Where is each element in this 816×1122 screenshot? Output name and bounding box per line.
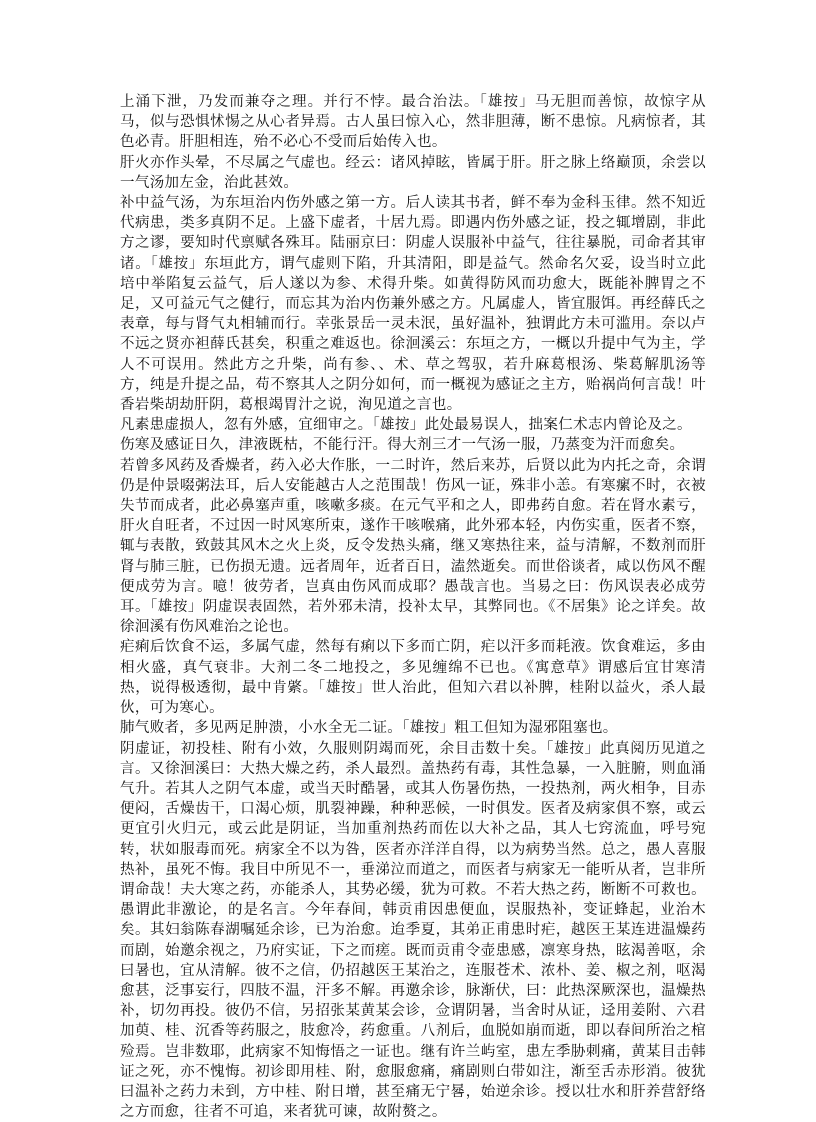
paragraph-deficiency-external-contraction: 凡素患虚损人，忽有外感，宜细审之。「雄按」此处最易误人，拙案仁术志内曾论及之。	[120, 415, 706, 435]
paragraph-buzhong-yiqi-decoction: 补中益气汤，为东垣治内伤外感之第一方。后人读其书者，鲜不奉为金科玉律。然不知近代病患，类多真阴不足。上盛下虚者，十居九焉。即遇内伤外感之证，投之辄增剧，非此方之谬，要知时代禀赋各殊耳。陆丽京曰：阴虚人误服补中益气，往往暴脱，司命者其审诸。「雄按」东垣此方，谓气虚则下陷，升其清阳，即是益气。然命名欠妥，设当时立此培中举陷复云益气，后人遂以为参、术得升柴。如黄得防风而功愈大，既能补脾胃之不足，又可益元气之健行，而忘其为治内伤兼外感之方。凡属虚人，皆宜服饵。再经薛氏之表章，每与肾气丸相辅而行。幸张景岳一灵未泯，虽好温补，独谓此方未可滥用。奈以卢不远之贤亦袒薛氏甚矣，积重之难返也。徐洄溪云：东垣之方，一概以升提中气为主，学人不可误用。然此方之升柴，尚有参、、术、草之驾驭，若升麻葛根汤、柴葛解肌汤等方，纯是升提之品，苟不察其人之阴分如何，而一概视为感证之主方，贻祸尚何言哉！叶香岩柴胡劫肝阴，葛根竭胃汁之说，洵见道之言也。	[120, 193, 706, 415]
paragraph-continuation-gallbladder-fright: 上涌下泄，乃发而兼夺之理。并行不悖。最合治法。「雄按」马无胆而善惊，故惊字从马，似与恐惧怵惕之从心者异焉。古人虽曰惊入心，然非胆薄，断不患惊。凡病惊者，其色必青。肝胆相连，殆不必心不受而后始传入也。	[120, 92, 706, 153]
paragraph-liver-fire-dizziness: 肝火亦作头晕，不尽属之气虚也。经云：诸风掉眩，皆属于肝。肝之脉上络巅顶，余尝以一气汤加左金，治此甚效。	[120, 153, 706, 193]
paragraph-lung-qi-failure: 肺气败者，多见两足肿溃，小水全无二证。「雄按」粗工但知为湿邪阻塞也。	[120, 718, 706, 738]
paragraph-cold-damage-sweating: 伤寒及感证日久，津液既枯，不能行汗。得大剂三才一气汤一服，乃蒸变为汗而愈矣。	[120, 435, 706, 455]
paragraph-yin-deficiency-hot-drugs: 阴虚证，初投桂、附有小效，久服则阴竭而死，余目击数十矣。「雄按」此真阅历见道之言。又徐洄溪曰：大热大燥之药，杀人最烈。盖热药有毒，其性急暴，一入脏腑，则血涌气升。若其人之阴气本虚，或当天时酷暑，或其人伤暑伤热，一投热剂，两火相争，目赤便闷，舌燥齿干，口渴心烦，肌裂神躁，种种恶候，一时俱发。医者及病家俱不察，或云更宜引火归元，或云此是阴证，当加重剂热药而佐以大补之品，其人七窍流血，呼号宛转，状如服毒而死。病家全不以为咎，医者亦洋洋自得，以为病势当然。总之，愚人喜服热补，虽死不悔。我目中所见不一，垂涕泣而道之，而医者与病家无一能听从者，岂非所谓命哉！夫大寒之药，亦能杀人，其势必缓，犹为可救。不若大热之药，断断不可救也。愚谓此非激论，的是名言。今年春间，韩贡甫因患便血，误服热补，变证蜂起，业治木矣。其妇翁陈春湖嘱延余诊，已为治愈。迨季夏，其弟正甫患时疟，越医王某连进温燥药而剧，始邀余视之，乃府实证，下之而瘥。既而贡甫令壶患感，凛寒身热，眩渴善呕，余曰暑也，宜从清解。彼不之信，仍招越医王某治之，连服苍术、浓朴、姜、椒之剂，呕渴愈甚，泛事妄行，四肢不温，汗多不解。再邀余诊，脉渐伏，曰：此热深厥深也，温燥热补，切勿再投。彼仍不信，另招张某黄某会诊，佥谓阴暑，当舍时从证，迳用姜附、六君加萸、桂、沉香等药服之，肢愈冷，药愈重。八剂后，血脱如崩而逝，即以春间所治之棺殓焉。岂非数耶，此病家不知悔悟之一证也。继有许兰屿室，患左季胁刺痛，黄某目击韩证之死，亦不愧悔。初诊即用桂、附，愈服愈痛，痛剧则白带如注，渐至舌赤形消。彼犹曰温补之药力未到，方中桂、附日增，甚至痛无宁晷，始逆余诊。授以壮水和肝养营舒络之方而愈，往者不可追，来者犹可谏，故附赘之。	[120, 739, 706, 1122]
document-page	[120, 92, 706, 1122]
paragraph-wind-damage-consumption: 若曾多风药及香燥者，药入必大作胀，一二时许，然后来苏，后贤以此为内托之奇，余谓仍是仲景啜粥法耳，后人安能越古人之范围哉！伤风一证，殊非小恙。有寒瘰不时，衣被失节而成者，此必鼻塞声重，咳嗽多痰。在元气平和之人，即弗药自愈。若在肾水素亏，肝火自旺者，不过因一时风寒所束，遂作干咳喉痛，此外邪本轻，内伤实重，医者不察，辄与表散，致鼓其风木之火上炎，反令发热头痛，继又寒热往来，益与清解，不数剂而肝肾与肺三脏，已伤损无遗。远者周年，近者百日，溘然逝矣。而世俗谈者，咸以伤风不醒便成劳为言。噫！彼劳者，岂真由伤风而成耶？愚哉言也。当易之曰：伤风误表必成劳耳。「雄按」阴虚误表固然，若外邪未清，投补太早，其弊同也。《不居集》论之详矣。故徐洄溪有伤风难治之论也。	[120, 456, 706, 638]
paragraph-malaria-dysentery-aftermath: 疟痢后饮食不运，多属气虚，然每有痢以下多而亡阴，疟以汗多而耗液。饮食难运，多由相火盛，真气衰非。大剂二冬二地投之，多见缠绵不已也。《寓意草》谓感后宜甘寒清热，说得极透彻，最中肯綮。「雄按」世人治此，但知六君以补脾，桂附以益火，杀人最伙，可为寒心。	[120, 637, 706, 718]
